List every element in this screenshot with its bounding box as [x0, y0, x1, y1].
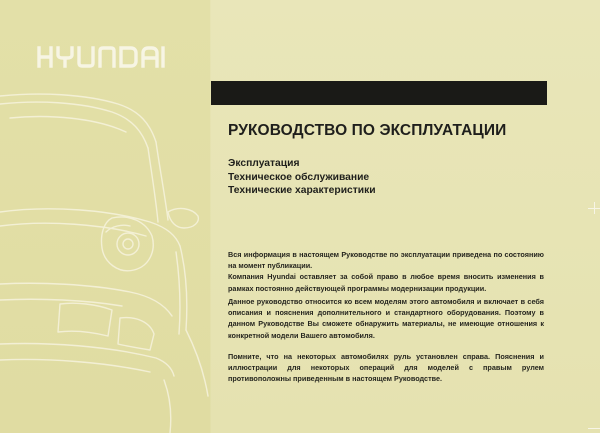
info-paragraph-steering: Помните, что на некоторых автомобилях руль установлен справа. Пояснения и иллюстрации для некоторых операций для моделей с правым рулем противоположны приведенным в настоящем Руководстве.: [228, 352, 544, 384]
section-list: [228, 157, 376, 198]
info-paragraph-models: Данное руководство относится ко всем моделям этого автомобиля и включает в себя описания и пояснения дополнительного и стандартного оборудования. Поэтому в данном Руководстве Вы сможете обнаружить материалы, не имеющие отношения к конкретной модели Вашего автомобиля.: [228, 297, 544, 340]
crop-mark-vertical: [594, 202, 595, 214]
manual-title: РУКОВОДСТВО ПО ЭКСПЛУАТАЦИИ: [228, 122, 507, 139]
section-item-operation: Эксплуатация: [228, 158, 300, 169]
header-bar: [211, 81, 547, 105]
crop-mark-bottom: [588, 428, 600, 429]
car-illustration-panel: [0, 0, 210, 433]
info-paragraph-publication: [228, 249, 544, 294]
section-item-maintenance: Техническое обслуживание: [228, 171, 370, 183]
hyundai-logo: [36, 44, 166, 70]
hyundai-wordmark-icon: [36, 44, 166, 70]
info-paragraph-text: Вся информация в настоящем Руководстве по эксплуатации приведена по состоянию на момент публикации. Компания Hyundai оставляет за собой право в любое время вносить изменения в рамках постоянно действующей программы модернизации продукции.: [228, 250, 544, 293]
section-item-specifications: Технические характеристики: [228, 185, 376, 196]
